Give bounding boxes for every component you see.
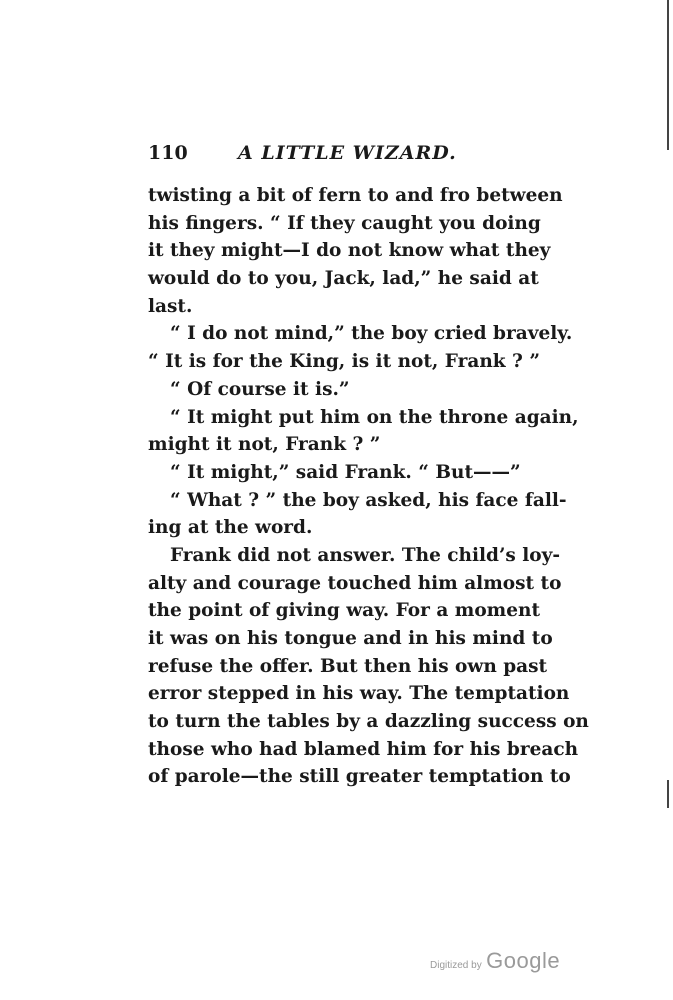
text-line: would do to you, Jack, lad,” he said at [148,268,539,290]
text-line: “ It is for the King, is it not, Frank ? ” [148,351,540,373]
page-number: 110 [148,142,188,164]
text-line: his fingers. “ If they caught you doing [148,212,541,234]
running-title: A LITTLE WIZARD. [238,142,457,164]
page-edge-line-top [667,0,669,150]
text-line: “ It might,” said Frank. “ But——” [170,461,521,483]
text-line: “ What ? ” the boy asked, his face fall- [170,489,567,511]
text-line: those who had blamed him for his breach [148,738,579,760]
text-line: it they might—I do not know what they [148,240,551,262]
text-line: “ Of course it is.” [170,378,350,400]
text-line: Frank did not answer. The child’s loy- [170,544,561,566]
text-line: “ I do not mind,” the boy cried bravely. [170,323,573,345]
digitized-watermark [430,948,560,974]
text-line: last. [148,295,193,317]
text-line: ing at the word. [148,517,313,539]
text-line: “ It might put him on the throne again, [170,406,579,428]
text-line: the point of giving way. For a moment [148,600,541,622]
text-line: error stepped in his way. The temptation [148,683,570,705]
text-line: might it not, Frank ? ” [148,434,381,456]
text-line: twisting a bit of fern to and fro between [148,185,563,206]
text-line: refuse the offer. But then his own past [148,655,548,677]
body-text [148,182,589,791]
text-line: to turn the tables by a dazzling success on [148,711,589,733]
text-line: of parole—the still greater temptation to [148,766,571,788]
text-line: alty and courage touched him almost to [148,572,562,594]
text-line: it was on his tongue and in his mind to [148,628,553,649]
page-edge-line-middle [667,780,669,808]
digitized-by-label: Digitized by [430,960,482,971]
google-logo-text: Google [486,948,561,973]
page-header [148,142,528,172]
